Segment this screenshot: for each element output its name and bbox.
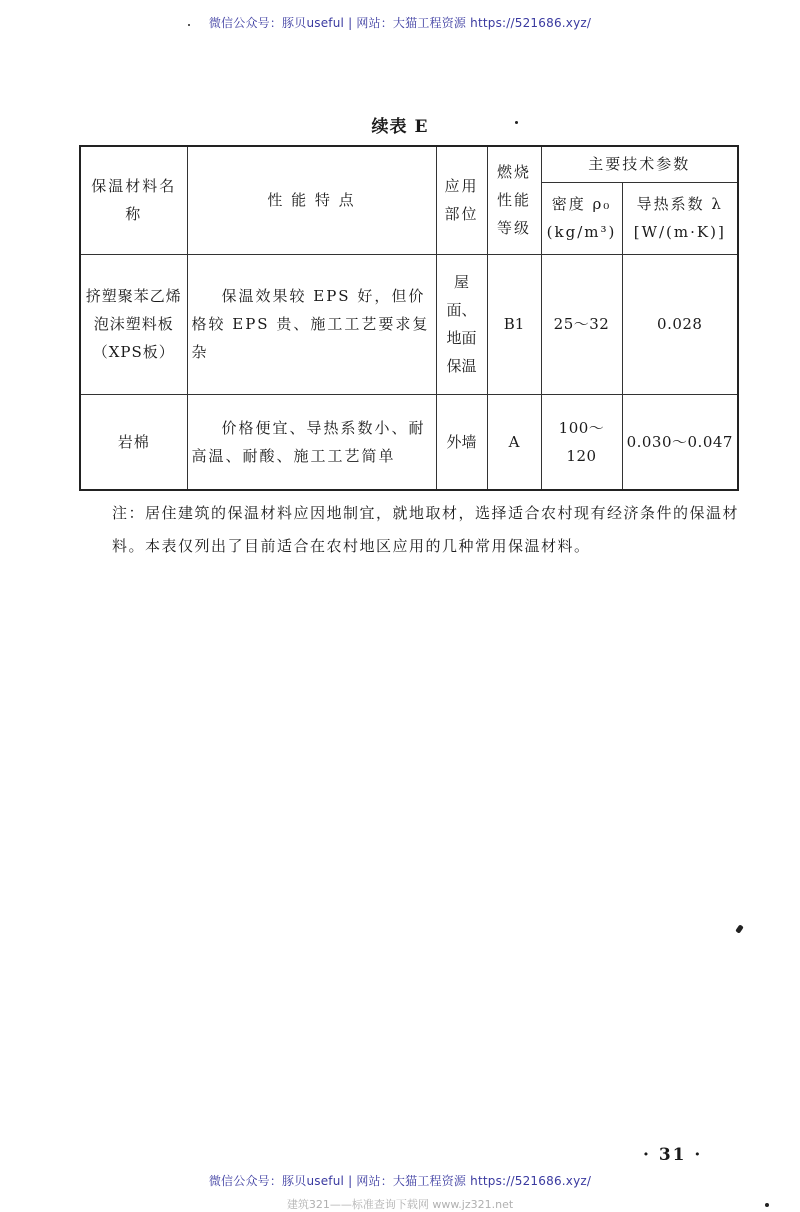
conductivity-unit: [W/(m·K)]	[633, 223, 726, 241]
cell-material: 挤塑聚苯乙烯泡沫塑料板（XPS板）	[80, 254, 187, 394]
cell-density: 25～32	[541, 254, 622, 394]
cell-density: 100～120	[541, 394, 622, 490]
scan-speck	[188, 24, 190, 26]
cell-material: 岩棉	[80, 394, 187, 490]
header-material-name: 保温材料名称	[80, 146, 187, 254]
table-row	[80, 254, 738, 394]
footer-site-text: 建筑321——标准查询下载网 www.jz321.net	[286, 1198, 514, 1211]
cell-fire-grade: B1	[487, 254, 541, 394]
header-application-position: 应用部位	[436, 146, 487, 254]
scan-speck	[515, 121, 518, 124]
header-main-parameters: 主要技术参数	[541, 146, 738, 182]
cell-conductivity: 0.028	[622, 254, 738, 394]
cell-fire-grade: A	[487, 394, 541, 490]
scan-speck	[765, 1203, 769, 1207]
density-unit: (kg/m³)	[546, 223, 617, 241]
conductivity-label: 导热系数 λ	[636, 195, 723, 213]
cell-conductivity: 0.030～0.047	[622, 394, 738, 490]
header-thermal-conductivity	[622, 182, 738, 254]
watermark-bottom: 微信公众号：豚贝useful | 网站：大猫工程资源 https://521686.xyz/	[208, 1174, 592, 1188]
cell-features	[187, 254, 436, 394]
features-text: 价格便宜、导热系数小、耐高温、耐酸、施工工艺简单	[191, 418, 426, 465]
cell-position: 外墙	[436, 394, 487, 490]
table-caption: 续表 E	[371, 117, 429, 137]
header-density	[541, 182, 622, 254]
header-features: 性 能 特 点	[187, 146, 436, 254]
table-row	[80, 394, 738, 490]
cell-features	[187, 394, 436, 490]
insulation-materials-table	[79, 145, 739, 491]
scan-speck	[735, 924, 744, 933]
table-note: 注：居住建筑的保温材料应因地制宜，就地取材，选择适合农村现有经济条件的保温材料。本表仅列出了目前适合在农村地区应用的几种常用保温材料。	[112, 504, 740, 555]
cell-position: 屋面、地面保温	[436, 254, 487, 394]
features-text: 保温效果较 EPS 好，但价格较 EPS 贵、施工工艺要求复杂	[191, 287, 430, 361]
density-label: 密度 ρ₀	[551, 195, 612, 213]
page-number: · 31 ·	[643, 1145, 703, 1165]
header-fire-grade: 燃烧性能等级	[487, 146, 541, 254]
watermark-top: 微信公众号：豚贝useful | 网站：大猫工程资源 https://521686.xyz/	[208, 16, 592, 30]
